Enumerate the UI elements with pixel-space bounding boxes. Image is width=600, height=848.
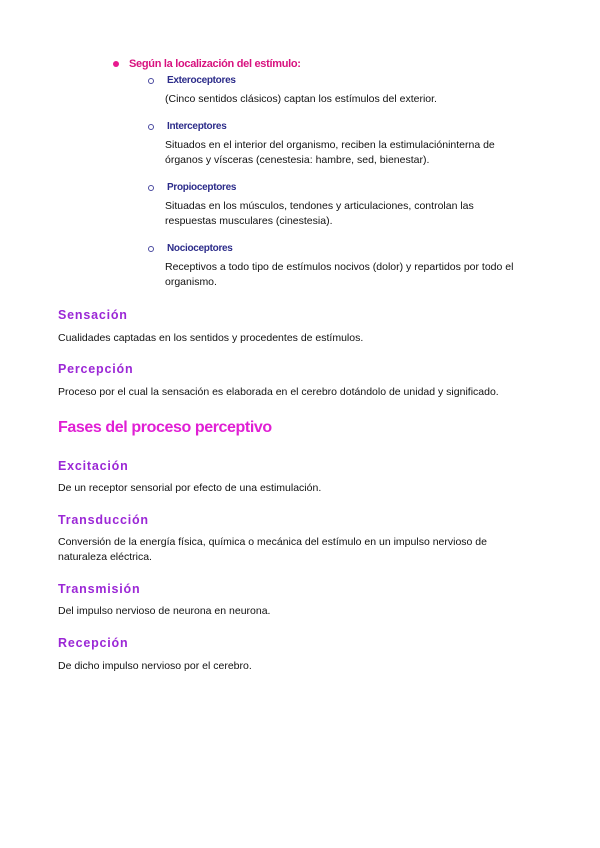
receptor-item [148, 182, 525, 229]
receptor-title: Exteroceptores [167, 75, 236, 86]
receptor-text: Receptivos a todo tipo de estímulos nocivos (dolor) y repartidos por todo el organismo. [165, 261, 514, 288]
receptor-item [148, 243, 525, 290]
section-heading-sensacion: Sensación [58, 308, 128, 322]
phase-heading: Transmisión [58, 582, 141, 596]
bullet-title: Según la localización del estímulo: [129, 58, 301, 70]
receptor-title: Nocioceptores [167, 243, 233, 254]
circle-bullet-icon [148, 78, 154, 84]
receptor-item [148, 121, 525, 168]
phase-heading: Recepción [58, 636, 129, 650]
circle-bullet-icon [148, 124, 154, 130]
phase-text: De un receptor sensorial por efecto de una estimulación. [58, 482, 322, 494]
phase-text: De dicho impulso nervioso por el cerebro. [58, 660, 252, 672]
receptor-text: (Cinco sentidos clásicos) captan los estímulos del exterior. [165, 93, 437, 105]
receptor-text: Situadas en los músculos, tendones y articulaciones, controlan las respuestas musculares (cinestesia). [165, 200, 474, 227]
receptor-title: Propioceptores [167, 182, 237, 193]
receptor-text: Situados en el interior del organismo, reciben la estimulacióninterna de órganos y vísceras (cenestesia: hambre, sed, bienestar). [165, 139, 495, 166]
receptor-item [148, 75, 525, 107]
section-text-percepcion: Proceso por el cual la sensación es elaborada en el cerebro dotándolo de unidad y significado. [58, 386, 499, 398]
bullet-dot-icon [113, 61, 119, 67]
phase-text: Conversión de la energía física, química o mecánica del estímulo en un impulso nervioso de naturaleza eléctrica. [58, 536, 487, 563]
phase-heading: Transducción [58, 513, 149, 527]
bullet-item [113, 58, 301, 70]
receptor-title: Interceptores [167, 121, 227, 132]
phase-text: Del impulso nervioso de neurona en neurona. [58, 605, 271, 617]
circle-bullet-icon [148, 185, 154, 191]
section-heading-percepcion: Percepción [58, 362, 134, 376]
phase-heading: Excitación [58, 459, 129, 473]
main-heading-fases: Fases del proceso perceptivo [58, 419, 272, 436]
circle-bullet-icon [148, 246, 154, 252]
section-text-sensacion: Cualidades captadas en los sentidos y procedentes de estímulos. [58, 332, 364, 344]
